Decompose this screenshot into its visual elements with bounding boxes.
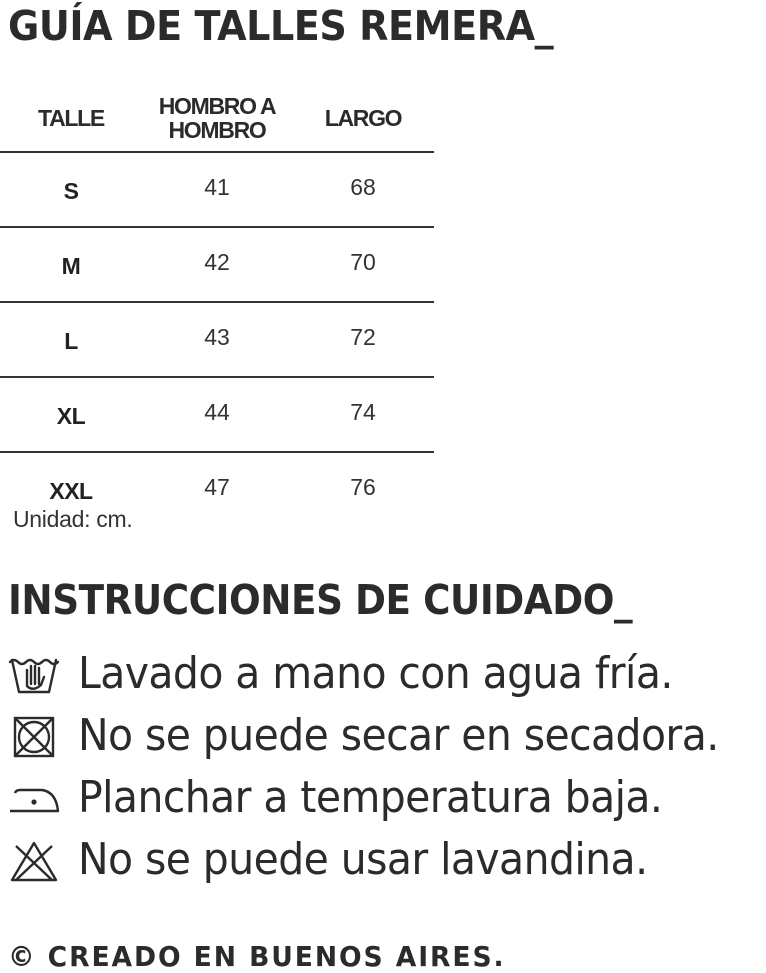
header-largo: LARGO [292,84,434,152]
iron-low-icon [8,778,60,822]
size-table [0,84,434,526]
table-row [0,377,434,452]
care-item-no-tumble-dry [0,708,766,770]
unit-note: Unidad: cm. [13,506,133,532]
cell-talle: XXL [49,478,93,504]
care-text-hand-wash: Lavado a mano con agua fría. [78,648,673,699]
cell-hombro: 43 [142,302,292,377]
header-hombro-line1: HOMBRO A [158,92,276,119]
cell-hombro: 44 [142,377,292,452]
footer-credit: © CREADO EN BUENOS AIRES. [8,940,506,973]
header-hombro-line2: HOMBRO [168,116,266,143]
header-talle: TALLE [0,84,142,152]
header-hombro [142,84,292,152]
no-tumble-dry-icon [8,716,60,760]
care-text-no-tumble-dry: No se puede secar en secadora. [78,710,719,761]
no-bleach-icon [8,840,60,884]
care-item-hand-wash [0,646,766,708]
cell-hombro: 41 [142,152,292,227]
hand-wash-icon [8,654,60,698]
table-row [0,227,434,302]
cell-talle: M [0,227,142,302]
table-header-row [0,84,434,152]
table-row [0,302,434,377]
size-guide-title: GUÍA DE TALLES REMERA_ [8,2,554,50]
cell-hombro: 47 [204,474,230,500]
cell-hombro: 42 [142,227,292,302]
cell-largo: 74 [292,377,434,452]
cell-largo: 70 [292,227,434,302]
care-title: INSTRUCCIONES DE CUIDADO_ [8,576,633,624]
care-text-iron-low: Planchar a temperatura baja. [78,772,663,823]
cell-talle: L [0,302,142,377]
cell-largo: 72 [292,302,434,377]
cell-largo: 68 [292,152,434,227]
cell-talle: XL [0,377,142,452]
care-item-no-bleach [0,832,766,894]
cell-largo: 76 [350,474,376,500]
care-list [0,646,766,894]
care-text-no-bleach: No se puede usar lavandina. [78,834,648,885]
cell-talle: S [0,152,142,227]
table-row [0,152,434,227]
care-item-iron-low [0,770,766,832]
